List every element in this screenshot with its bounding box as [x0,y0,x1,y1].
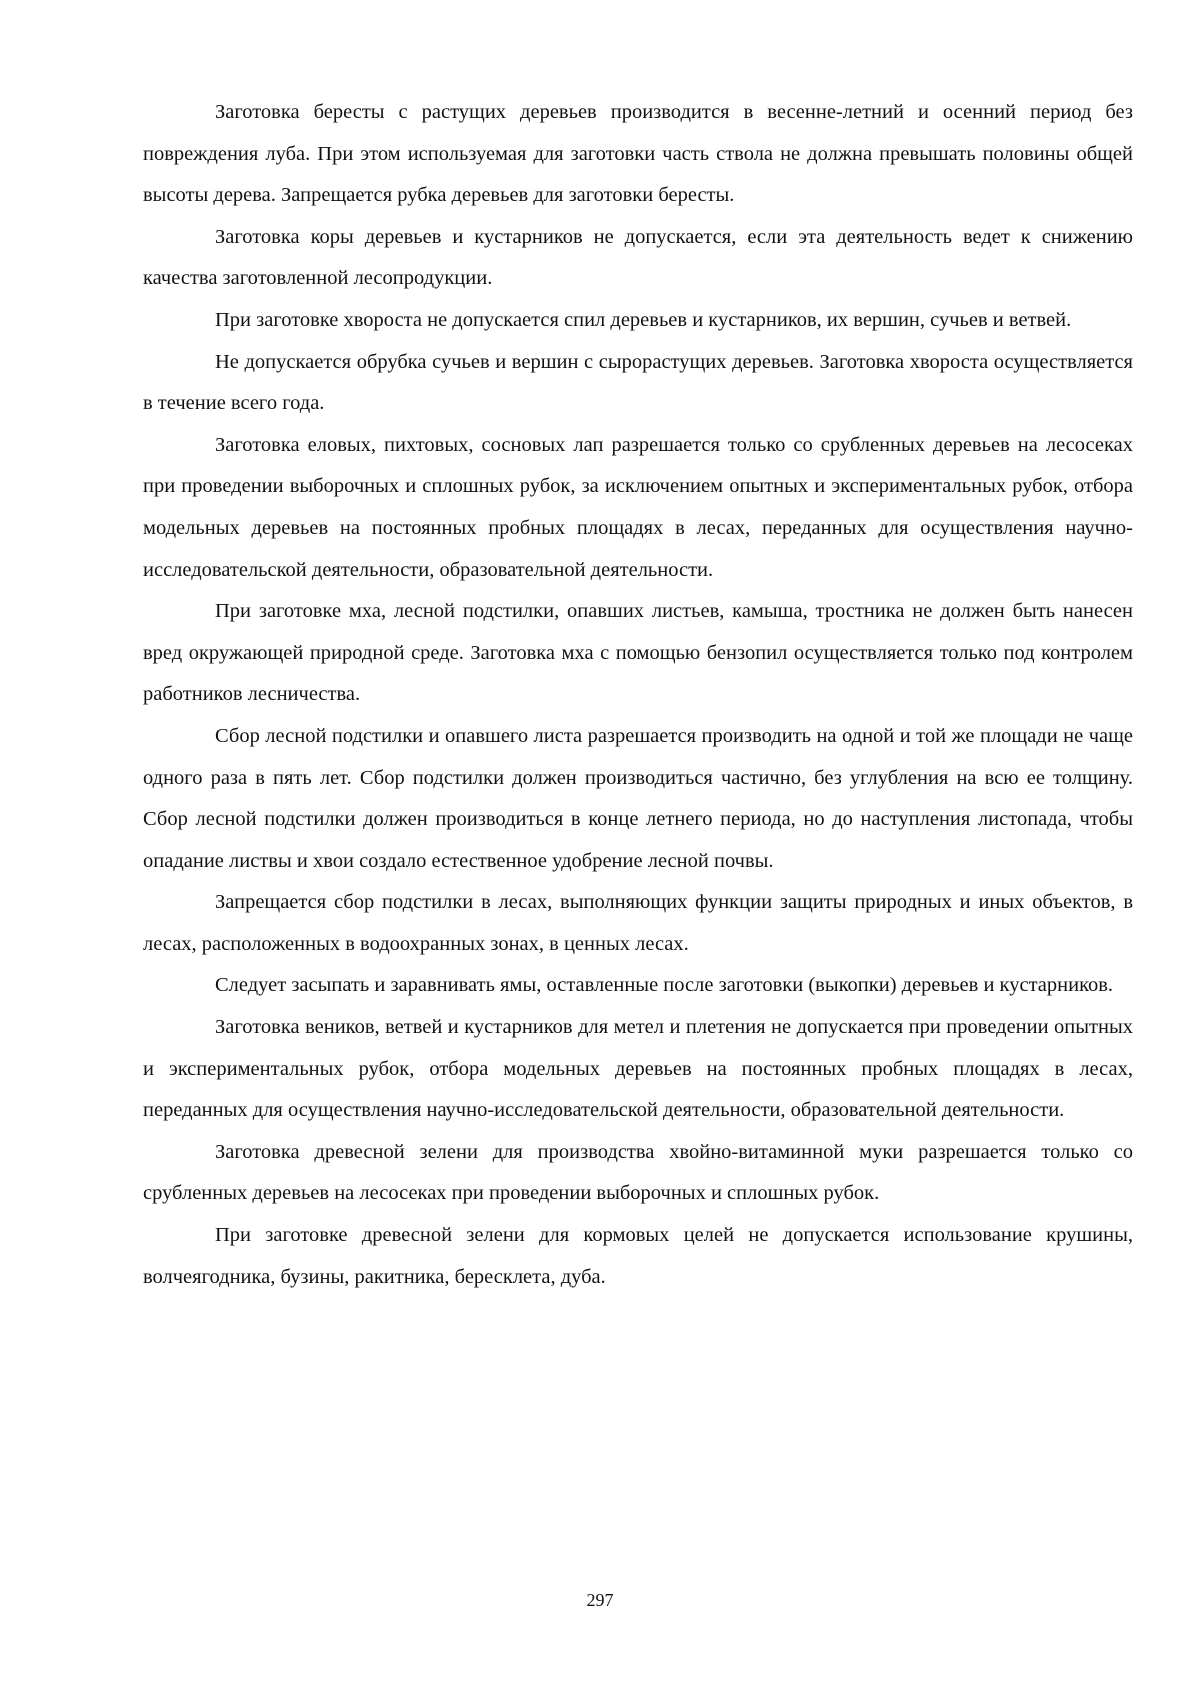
document-body [143,92,1133,1298]
paragraph: Заготовка древесной зелени для производства хвойно-витаминной муки разрешается только со срубленных деревьев на лесосеках при проведении выборочных и сплошных рубок. [143,1140,1133,1205]
paragraph: Не допускается обрубка сучьев и вершин с сырорастущих деревьев. Заготовка хвороста осуществляется в течение всего года. [143,350,1133,415]
paragraph: При заготовке мха, лесной подстилки, опавших листьев, камыша, тростника не должен быть нанесен вред окружающей природной среде. Заготовка мха с помощью бензопил осуществляется только под контролем работников лесничества. [143,600,1133,706]
paragraph: Заготовка бересты с растущих деревьев производится в весенне-летний и осенний период без повреждения луба. При этом используемая для заготовки часть ствола не должна превышать половины общей высоты дерева. Запрещается рубка деревьев для заготовки бересты. [143,101,1133,207]
paragraph: Следует засыпать и заравнивать ямы, оставленные после заготовки (выкопки) деревьев и кустарников. [215,974,1114,997]
paragraph: Заготовка веников, ветвей и кустарников для метел и плетения не допускается при проведении опытных и экспериментальных рубок, отбора модельных деревьев на постоянных пробных площадях в лесах, переданных для осуществления научно-исследовательской деятельности, образовательной деятельности. [143,1016,1133,1122]
paragraph: При заготовке древесной зелени для кормовых целей не допускается использование крушины, волчеягодника, бузины, ракитника, бересклета, дуба. [143,1224,1133,1288]
paragraph: При заготовке хвороста не допускается спил деревьев и кустарников, их вершин, сучьев и ветвей. [215,308,1072,331]
paragraph: Заготовка коры деревьев и кустарников не допускается, если эта деятельность ведет к снижению качества заготовленной лесопродукции. [143,225,1133,290]
paragraph: Сбор лесной подстилки и опавшего листа разрешается производить на одной и той же площади не чаще одного раза в пять лет. Сбор подстилки должен производиться частично, без углубления на всю ее толщину. Сбор лесной подстилки должен производиться в конце летнего периода, но до наступления листопада, чтобы опадание листвы и хвои создало естественное удобрение лесной почвы. [143,724,1133,872]
paragraph: Запрещается сбор подстилки в лесах, выполняющих функции защиты природных и иных объектов, в лесах, расположенных в водоохранных зонах, в ценных лесах. [143,891,1133,955]
page-number: 297 [586,1590,614,1610]
paragraph: Заготовка еловых, пихтовых, сосновых лап разрешается только со срубленных деревьев на лесосеках при проведении выборочных и сплошных рубок, за исключением опытных и экспериментальных рубок, отбора модельных деревьев на постоянных пробных площадях в лесах, переданных для осуществления научно-исследовательской деятельности, образовательной деятельности. [143,433,1133,581]
